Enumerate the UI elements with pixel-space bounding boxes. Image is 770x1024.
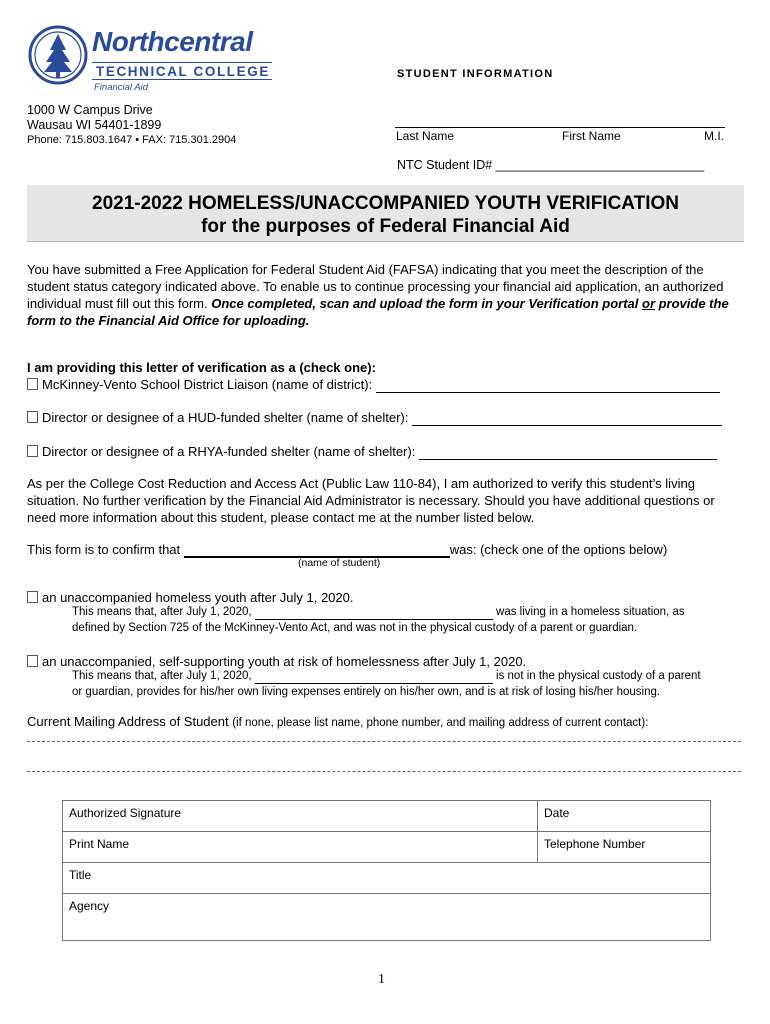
opt1-name-blank[interactable] bbox=[255, 619, 493, 620]
confirm-suffix: was: (check one of the options below) bbox=[449, 542, 668, 557]
option-homeless-description bbox=[72, 604, 752, 636]
page-number: 1 bbox=[378, 972, 385, 987]
confirm-prefix: This form is to confirm that bbox=[27, 542, 184, 557]
logo-subtitle: TECHNICAL COLLEGE bbox=[92, 62, 272, 80]
mailing-hint: (if none, please list name, phone number, and mailing address of current contact): bbox=[232, 717, 649, 729]
mailing-address-label bbox=[27, 713, 747, 731]
checkbox-homeless[interactable] bbox=[27, 591, 38, 603]
college-address bbox=[27, 103, 236, 148]
name-of-student-hint: (name of student) bbox=[298, 557, 381, 569]
authority-paragraph: As per the College Cost Reduction and Access Act (Public Law 110-84), I am authorized to verify this student’s living situation. No further verification by the Financial Aid Administrator is necessary. Should you have additional questions or need more information about this student, please contact me at the number listed below. bbox=[27, 476, 715, 525]
intro-paragraph bbox=[27, 261, 747, 329]
tree-emblem-icon bbox=[28, 24, 90, 86]
print-name-label: Print Name bbox=[69, 837, 130, 851]
option-at-risk-description bbox=[72, 668, 752, 700]
student-name-field[interactable] bbox=[395, 127, 725, 128]
intro-text: You have submitted a Free Application for Federal Student Aid (FAFSA) indicating that you meet the description of the student status category indicated above. To enable us to continue processing your financial aid application, an authorized individual must fill out this form. bbox=[27, 262, 724, 311]
opt2-post: is not in the physical custody of a parent bbox=[492, 670, 701, 682]
option-liaison-label: McKinney-Vento School District Liaison (name of district): bbox=[42, 377, 376, 392]
verifier-heading: I am providing this letter of verification as a (check one): bbox=[27, 360, 376, 375]
authorized-signature-cell[interactable] bbox=[63, 801, 538, 832]
form-title bbox=[27, 185, 744, 242]
address-line-2: Wausau WI 54401-1899 bbox=[27, 118, 162, 132]
telephone-cell[interactable] bbox=[538, 832, 711, 863]
option-at-risk-title: an unaccompanied, self-supporting youth at risk of homelessness after July 1, 2020. bbox=[42, 654, 527, 669]
agency-label: Agency bbox=[69, 899, 110, 913]
checkbox-liaison[interactable] bbox=[27, 378, 38, 390]
option-hud-label: Director or designee of a HUD-funded shelter (name of shelter): bbox=[42, 410, 412, 425]
opt2-name-blank[interactable] bbox=[255, 683, 493, 684]
opt1-line2: defined by Section 725 of the McKinney-Vento Act, and was not in the physical custody of a parent or guardian. bbox=[72, 622, 638, 634]
checkbox-hud[interactable] bbox=[27, 411, 38, 423]
confirm-line bbox=[27, 541, 747, 558]
checkbox-at-risk[interactable] bbox=[27, 655, 38, 667]
print-name-cell[interactable] bbox=[63, 832, 538, 863]
intro-or: or bbox=[642, 296, 655, 311]
authorized-signature-label: Authorized Signature bbox=[69, 806, 182, 820]
mailing-label: Current Mailing Address of Student bbox=[27, 714, 233, 729]
date-cell[interactable] bbox=[538, 801, 711, 832]
rhya-shelter-field[interactable] bbox=[419, 459, 717, 460]
title-line-2: for the purposes of Federal Financial Aid bbox=[201, 216, 570, 237]
verifier-option-hud[interactable] bbox=[27, 409, 747, 426]
verifier-option-liaison[interactable] bbox=[27, 376, 747, 393]
student-id-field[interactable]: NTC Student ID# ______________________________ bbox=[397, 158, 705, 172]
checkbox-rhya[interactable] bbox=[27, 445, 38, 457]
opt2-line2: or guardian, provides for his/her own living expenses entirely on his/her own, and is at risk of losing his/her housing. bbox=[72, 686, 661, 698]
mailing-address-line-1[interactable] bbox=[27, 741, 741, 742]
student-info-heading: STUDENT INFORMATION bbox=[397, 68, 554, 80]
telephone-label: Telephone Number bbox=[544, 837, 646, 851]
mi-label: M.I. bbox=[704, 129, 724, 143]
mailing-address-line-2[interactable] bbox=[27, 771, 741, 772]
address-line-1: 1000 W Campus Drive bbox=[27, 103, 153, 117]
phone-fax: Phone: 715.803.1647 • FAX: 715.301.2904 bbox=[27, 134, 237, 146]
date-label: Date bbox=[544, 806, 570, 820]
opt2-pre: This means that, after July 1, 2020, bbox=[72, 670, 255, 682]
option-homeless-title: an unaccompanied homeless youth after July 1, 2020. bbox=[42, 590, 354, 605]
agency-cell[interactable] bbox=[63, 894, 711, 941]
intro-instruction-end: provide the form to the Financial Aid Office for uploading. bbox=[27, 296, 729, 328]
title-cell[interactable] bbox=[63, 863, 711, 894]
opt1-post: was living in a homeless situation, as bbox=[492, 606, 685, 618]
logo-department: Financial Aid bbox=[94, 82, 149, 93]
signature-table bbox=[62, 800, 711, 941]
option-rhya-label: Director or designee of a RHYA-funded shelter (name of shelter): bbox=[42, 444, 419, 459]
title-label: Title bbox=[69, 868, 92, 882]
opt1-pre: This means that, after July 1, 2020, bbox=[72, 606, 255, 618]
district-name-field[interactable] bbox=[376, 392, 720, 393]
hud-shelter-field[interactable] bbox=[412, 425, 722, 426]
verifier-option-rhya[interactable] bbox=[27, 443, 747, 460]
college-logo bbox=[28, 22, 268, 94]
first-name-label: First Name bbox=[562, 129, 621, 143]
title-line-1: 2021-2022 HOMELESS/UNACCOMPANIED YOUTH VERIFICATION bbox=[92, 193, 679, 214]
logo-name: Northcentral bbox=[92, 26, 253, 57]
last-name-label: Last Name bbox=[396, 129, 455, 143]
intro-instruction: Once completed, scan and upload the form in your Verification portal bbox=[211, 296, 642, 311]
